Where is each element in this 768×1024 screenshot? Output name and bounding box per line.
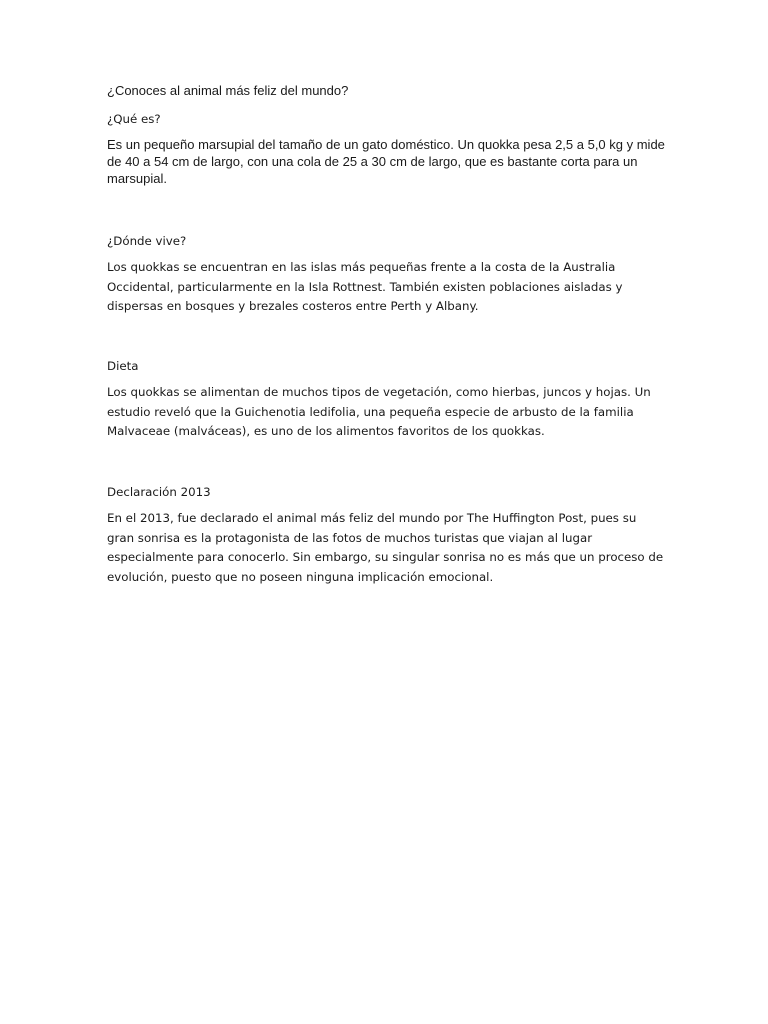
section-declaracion-2013 — [107, 483, 667, 587]
section-body: Los quokkas se encuentran en las islas más pequeñas frente a la costa de la Australia Occidental, particularmente en la Isla Rottnest. También existen poblaciones aisladas y dispersas en bosques y brezales costeros entre Perth y Albany. — [107, 260, 623, 313]
section-heading: ¿Qué es? — [107, 112, 161, 126]
document-content — [107, 82, 667, 584]
section-heading: Dieta — [107, 359, 139, 373]
section-dieta — [107, 357, 667, 442]
intro-question: ¿Conoces al animal más feliz del mundo? — [107, 83, 349, 98]
section-donde-vive — [107, 232, 667, 317]
section-body: Los quokkas se alimentan de muchos tipos de vegetación, como hierbas, juncos y hojas. Un estudio reveló que la Guichenotia ledifolia, una pequeña especie de arbusto de la familia Malvaceae (malváceas), es uno de los alimentos favoritos de los quokkas. — [107, 385, 651, 438]
section-body: Es un pequeño marsupial del tamaño de un gato doméstico. Un quokka pesa 2,5 a 5,0 kg y mide de 40 a 54 cm de largo, con una cola de 25 a 30 cm de largo, que es bastante corta para un marsupial. — [107, 137, 665, 186]
section-heading: ¿Dónde vive? — [107, 234, 187, 248]
section-que-es — [107, 110, 667, 187]
section-body: En el 2013, fue declarado el animal más feliz del mundo por The Huffington Post, pues su gran sonrisa es la protagonista de las fotos de muchos turistas que viajan al lugar especialmente para conocerlo. Sin embargo, su singular sonrisa no es más que un proceso de evolución, puesto que no poseen ninguna implicación emocional. — [107, 511, 664, 584]
section-heading: Declaración 2013 — [107, 485, 211, 499]
